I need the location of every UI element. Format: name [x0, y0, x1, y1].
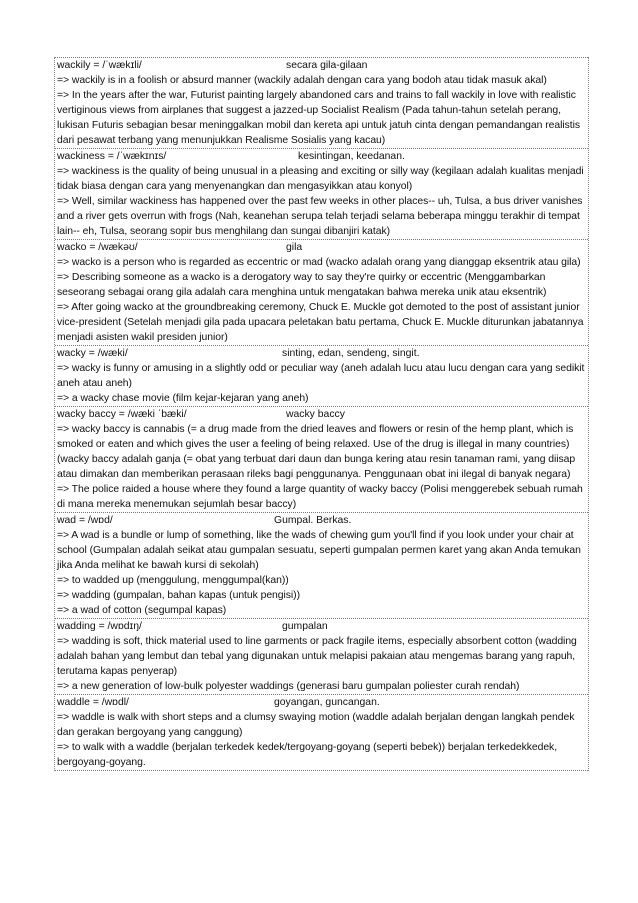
meaning: sinting, edan, sendeng, singit.	[282, 348, 420, 359]
entry-header	[55, 240, 588, 255]
example-line: => a new generation of low-bulk polyester waddings (generasi baru gumpalan poliester curah rendah)	[57, 681, 520, 692]
example-line: => to wadded up (menggulung, menggumpal(kan))	[57, 575, 289, 586]
meaning: secara gila-gilaan	[286, 60, 368, 71]
definition-line: => wacky is funny or amusing in a slightly odd or peculiar way (aneh adalah lucu atau lucu dengan cara yang sedikit aneh atau aneh)	[57, 363, 585, 389]
headword: wacko = /wækəʊ/	[57, 242, 138, 253]
definition-line: => wadding is soft, thick material used to line garments or pack fragile items, especially absorbent cotton (wadding adalah bahan yang lembut dan tebal yang digunakan untuk melapisi pakaian atau mengemas barang yang rapuh, terutama kapas penyerap)	[57, 636, 577, 677]
entry-header	[55, 58, 588, 73]
document-body	[54, 57, 589, 771]
entry-wad	[55, 513, 588, 619]
definition-line: => wacky baccy is cannabis (= a drug made from the dried leaves and flowers or resin of the hemp plant, which is smoked or eaten and which gives the user a feeling of being relaxed. Use of the drug is illegal in many countries) (wacky baccy adalah ganja (= obat yang terbuat dari daun dan bunga kering atau resin tanaman rami, yang diisap atau dimakan dan memberikan perasaan rileks bagi penggunanya. Penggunaan obat ini ilegal di banyak negara)	[57, 424, 576, 480]
definition-line: => waddle is walk with short steps and a clumsy swaying motion (waddle adalah berjalan dengan langkah pendek dan gerakan bergoyang yang canggung)	[57, 712, 575, 738]
example-line: => In the years after the war, Futurist painting largely abandoned cars and trains to fall wackily in love with realistic vertiginous views from airplanes that suggest a jazzed-up Socialist Realism (Pada tahun-tahun setelah perang, lukisan Futuris sebagian besar meninggalkan mobil dan kereta api untuk jatuh cinta dengan pemandangan realistis dari pesawat terbang yang menunjukkan Realisme Sosialis yang kacau)	[57, 90, 580, 146]
headword: waddle = /wɒdl/	[57, 697, 129, 708]
entry-header	[55, 619, 588, 634]
entry-header	[55, 407, 588, 422]
example-line: => Well, similar wackiness has happened over the past few weeks in other places-- uh, Tulsa, a bus driver vanishes and a river gets overrun with frogs (Nah, keanehan serupa telah terjadi selama beberapa minggu terakhir di tempat lain-- eh, Tulsa, seorang sopir bus menghilang dan sungai dibanjiri katak)	[57, 196, 583, 237]
headword: wadding = /wɒdɪŋ/	[57, 621, 142, 632]
entry-wacko	[55, 240, 588, 346]
headword: wackily = /ˈwækɪli/	[57, 60, 142, 71]
example-line: => The police raided a house where they found a large quantity of wacky baccy (Polisi menggerebek sebuah rumah di mana mereka menemukan sejumlah besar baccy)	[57, 484, 583, 510]
example-line: => wadding (gumpalan, bahan kapas (untuk pengisi))	[57, 590, 300, 601]
entry-waddle	[55, 695, 588, 771]
entry-header	[55, 695, 588, 710]
meaning: gila	[286, 242, 303, 253]
definition-line: => wackiness is the quality of being unusual in a pleasing and exciting or silly way (kegilaan adalah kualitas menjadi tidak biasa dengan cara yang menyenangkan dan mengasyikkan atau konyol)	[57, 166, 584, 192]
headword: wad = /wɒd/	[57, 515, 113, 526]
headword: wackiness = /ˈwækɪnɪs/	[57, 151, 167, 162]
definition-line: => A wad is a bundle or lump of something, like the wads of chewing gum you'll find if you look under your chair at school (Gumpalan adalah seikat atau gumpalan sesuatu, seperti gumpalan permen karet yang akan Anda temukan jika Anda melihat ke bawah kursi di sekolah)	[57, 530, 581, 571]
entry-wackiness	[55, 149, 588, 240]
entry-wackily	[55, 57, 588, 149]
definition-line: => wacko is a person who is regarded as eccentric or mad (wacko adalah orang yang dianggap eksentrik atau gila)	[57, 257, 581, 268]
meaning: goyangan, guncangan.	[274, 697, 380, 708]
entry-header	[55, 346, 588, 361]
example-line: => Describing someone as a wacko is a derogatory way to say they're quirky or eccentric (Menggambarkan seseorang sebagai orang gila adalah cara menghina untuk mengatakan bahwa mereka unik atau eksentrik)	[57, 272, 547, 298]
example-line: => After going wacko at the groundbreaking ceremony, Chuck E. Muckle got demoted to the post of assistant junior vice-president (Setelah menjadi gila pada upacara peletakan batu pertama, Chuck E. Muckle diturunkan jabatannya menjadi asisten wakil presiden junior)	[57, 302, 584, 343]
headword: wacky = /wæki/	[57, 348, 128, 359]
entry-wadding	[55, 619, 588, 695]
definition-line: => wackily is in a foolish or absurd manner (wackily adalah dengan cara yang bodoh atau tidak masuk akal)	[57, 75, 547, 86]
entry-wacky	[55, 346, 588, 407]
example-line: => a wad of cotton (segumpal kapas)	[57, 605, 227, 616]
entry-wacky-baccy	[55, 407, 588, 513]
example-line: => to walk with a waddle (berjalan terkedek kedek/tergoyang-goyang (seperti bebek)) berjalan terkedekkedek, bergoyang-goyang.	[57, 742, 558, 768]
example-line: => a wacky chase movie (film kejar-kejaran yang aneh)	[57, 393, 309, 404]
meaning: kesintingan, keedanan.	[298, 151, 405, 162]
meaning: gumpalan	[282, 621, 328, 632]
entry-header	[55, 149, 588, 164]
meaning: wacky baccy	[286, 409, 345, 420]
entry-header	[55, 513, 588, 528]
headword: wacky baccy = /wæki ˈbæki/	[57, 409, 187, 420]
meaning: Gumpal. Berkas.	[274, 515, 352, 526]
